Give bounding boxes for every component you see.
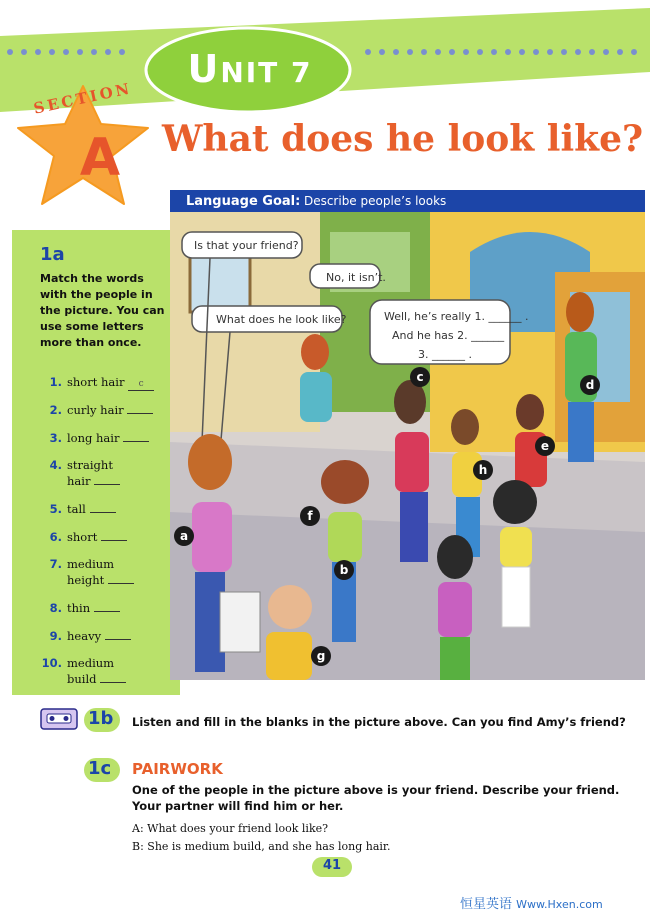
- match-item-text: curly hair: [67, 403, 124, 417]
- person-marker-f: f: [300, 506, 320, 526]
- exercise-1c-instruction: One of the people in the picture above is your friend. Describe your friend. Your partner will find him or her.: [132, 783, 620, 813]
- match-item-text: short hair: [67, 375, 125, 389]
- match-item-text: long hair: [67, 431, 120, 445]
- answer-blank[interactable]: [127, 402, 153, 414]
- speech-bubble-4-line2: And he has 2. ______: [392, 329, 505, 342]
- speech-bubble-3: What does he look like?: [216, 313, 347, 326]
- street-scene-illustration: [170, 212, 645, 680]
- speech-bubble-2: No, it isn’t.: [326, 271, 386, 284]
- match-item-3: 3. long hair: [38, 430, 168, 446]
- match-item-text: medium build: [67, 656, 115, 686]
- match-item-text: thin: [67, 601, 91, 615]
- speech-bubble-4-line3: 3. ______ .: [418, 348, 472, 361]
- speech-bubble-4-line1: Well, he’s really 1. ______ .: [384, 310, 529, 323]
- exercise-1a-instruction: Match the words with the people in the picture. You can use some letters more than once.: [40, 272, 165, 349]
- person-marker-g: g: [311, 646, 331, 666]
- unit-title: [150, 44, 350, 94]
- person-marker-a: a: [174, 526, 194, 546]
- answer-blank[interactable]: [94, 600, 120, 612]
- match-item-9: 9. heavy: [38, 628, 168, 644]
- answer-blank[interactable]: [105, 628, 131, 640]
- match-item-text: heavy: [67, 629, 102, 643]
- exercise-1a-number: 1a: [40, 244, 65, 265]
- watermark-url: Www.Hxen.com: [516, 898, 603, 911]
- match-item-10: 10. medium build: [38, 655, 168, 687]
- match-item-text: tall: [67, 502, 86, 516]
- match-item-8: 8. thin: [38, 600, 168, 616]
- person-marker-c: c: [410, 367, 430, 387]
- match-item-5: 5. tall: [38, 501, 168, 517]
- pairwork-label: PAIRWORK: [132, 760, 223, 778]
- match-item-1: 1. short hair c: [38, 374, 168, 391]
- dialog-line-b: B: She is medium build, and she has long hair.: [132, 840, 391, 853]
- person-marker-d: d: [580, 375, 600, 395]
- speech-bubble-1: Is that your friend?: [194, 239, 299, 252]
- answer-blank[interactable]: [100, 671, 126, 683]
- watermark: [460, 893, 603, 912]
- answer-blank[interactable]: [101, 529, 127, 541]
- answer-blank[interactable]: [90, 501, 116, 513]
- match-item-6: 6. short: [38, 529, 168, 545]
- answer-blank[interactable]: [108, 572, 134, 584]
- match-item-7: 7. medium height: [38, 556, 168, 588]
- watermark-brand: 恒星英语: [460, 897, 513, 912]
- unit-first-letter: U: [187, 47, 221, 91]
- language-goal: [186, 192, 446, 211]
- section-letter: A: [79, 128, 121, 188]
- answer-blank[interactable]: c: [128, 379, 154, 391]
- cassette-tape-icon[interactable]: [40, 708, 78, 730]
- match-item-2: 2. curly hair: [38, 402, 168, 418]
- person-marker-e: e: [535, 436, 555, 456]
- match-item-text: short: [67, 530, 98, 544]
- answer-blank[interactable]: [123, 430, 149, 442]
- unit-rest: NIT 7: [220, 56, 313, 89]
- section-label: SECTION: [32, 79, 134, 118]
- exercise-1c-number: 1c: [88, 758, 112, 779]
- match-item-4: 4. straight hair: [38, 457, 168, 489]
- answer-blank[interactable]: [94, 473, 120, 485]
- language-goal-label: Language Goal:: [186, 194, 301, 209]
- exercise-1b-number: 1b: [88, 708, 114, 729]
- exercise-1b-instruction: Listen and fill in the blanks in the picture above. Can you find Amy’s friend?: [132, 715, 626, 729]
- person-marker-b: b: [334, 560, 354, 580]
- page-number: 41: [322, 858, 342, 873]
- person-marker-h: h: [473, 460, 493, 480]
- match-item-text: medium height: [67, 557, 115, 587]
- match-item-text: straight hair: [67, 458, 113, 488]
- language-goal-text: Describe people’s looks: [303, 194, 447, 208]
- lesson-title: What does he look like?: [162, 118, 644, 160]
- dialog-line-a: A: What does your friend look like?: [132, 822, 329, 835]
